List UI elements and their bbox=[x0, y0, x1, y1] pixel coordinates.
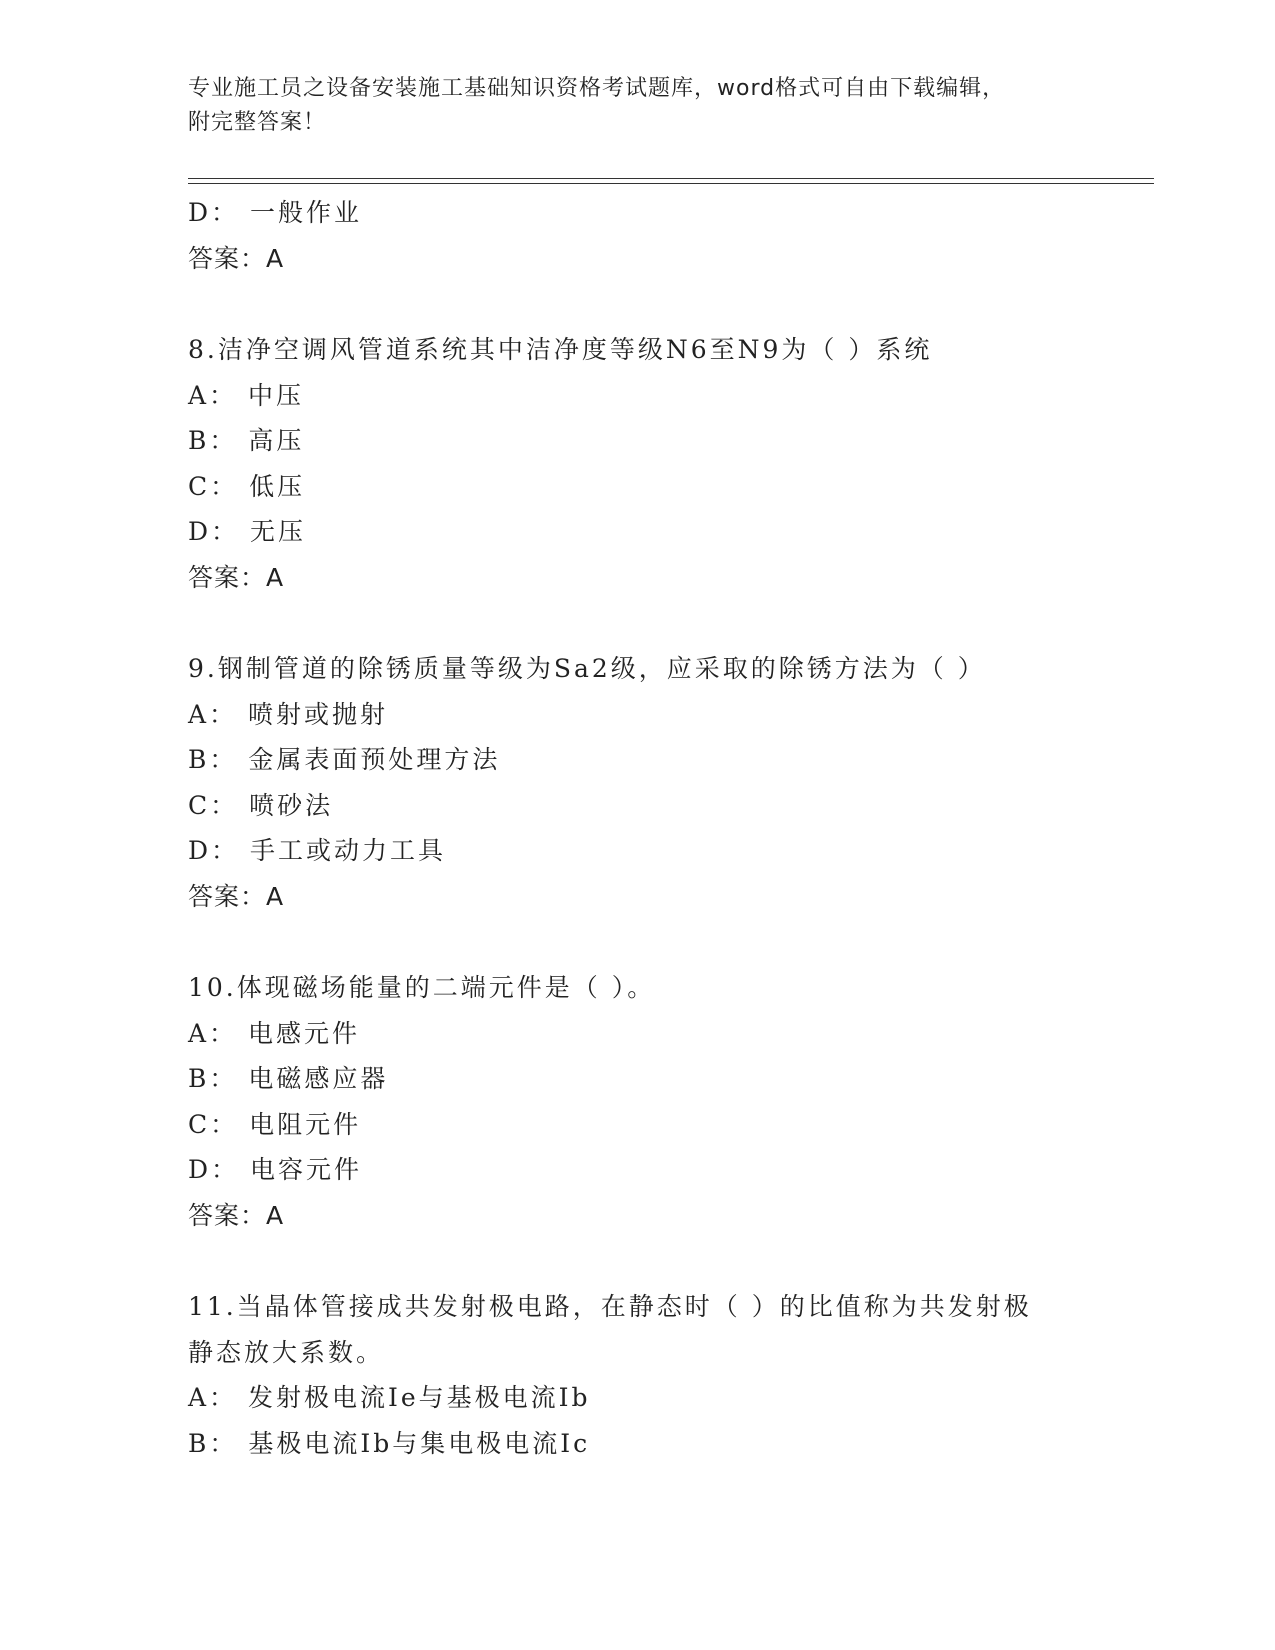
header-divider-top bbox=[188, 178, 1154, 179]
question-spacer bbox=[188, 919, 1088, 965]
option-b: B： 高压 bbox=[188, 426, 305, 455]
question-block-7 bbox=[188, 190, 1088, 281]
question-spacer bbox=[188, 281, 1088, 327]
option-a: A： 中压 bbox=[188, 380, 305, 410]
page-header bbox=[188, 72, 1068, 140]
question-text-line-2: 静态放大系数。 bbox=[188, 1337, 385, 1367]
header-title-line-2: 附完整答案！ bbox=[188, 110, 327, 135]
option-a: A： 喷射或抛射 bbox=[188, 699, 389, 729]
option-b: B： 金属表面预处理方法 bbox=[188, 745, 501, 774]
question-text: 8.洁净空调风管道系统其中洁净度等级N6至N9为（ ）系统 bbox=[188, 335, 933, 364]
question-block-10 bbox=[188, 965, 1088, 1238]
option-a: A： 电感元件 bbox=[188, 1018, 361, 1048]
question-spacer bbox=[188, 600, 1088, 646]
question-text: 9.钢制管道的除锈质量等级为Sa2级，应采取的除锈方法为（ ） bbox=[188, 654, 986, 683]
answer-line: 答案：A bbox=[188, 881, 285, 911]
answer-line: 答案：A bbox=[188, 243, 285, 273]
question-list bbox=[188, 190, 1088, 1466]
option-a: A： 发射极电流Ie与基极电流Ib bbox=[188, 1383, 591, 1412]
question-text-line-1: 11.当晶体管接成共发射极电路，在静态时（ ）的比值称为共发射极 bbox=[188, 1292, 1032, 1321]
option-c: C： 喷砂法 bbox=[188, 790, 334, 820]
option-d: D： 一般作业 bbox=[188, 198, 362, 227]
option-d: D： 电容元件 bbox=[188, 1155, 362, 1184]
question-block-9 bbox=[188, 646, 1088, 919]
option-c: C： 低压 bbox=[188, 471, 306, 501]
answer-line: 答案：A bbox=[188, 562, 285, 592]
header-divider-bottom bbox=[188, 183, 1154, 184]
option-b: B： 基极电流Ib与集电极电流Ic bbox=[188, 1428, 591, 1458]
option-d: D： 手工或动力工具 bbox=[188, 836, 446, 865]
question-block-11 bbox=[188, 1284, 1088, 1466]
option-c: C： 电阻元件 bbox=[188, 1109, 362, 1139]
answer-line: 答案：A bbox=[188, 1200, 285, 1230]
option-d: D： 无压 bbox=[188, 517, 306, 546]
question-text: 10.体现磁场能量的二端元件是（ ）。 bbox=[188, 973, 656, 1002]
question-spacer bbox=[188, 1238, 1088, 1284]
option-b: B： 电磁感应器 bbox=[188, 1064, 389, 1093]
header-title-line-1: 专业施工员之设备安装施工基础知识资格考试题库，word格式可自由下载编辑， bbox=[188, 76, 1006, 101]
question-block-8 bbox=[188, 327, 1088, 600]
